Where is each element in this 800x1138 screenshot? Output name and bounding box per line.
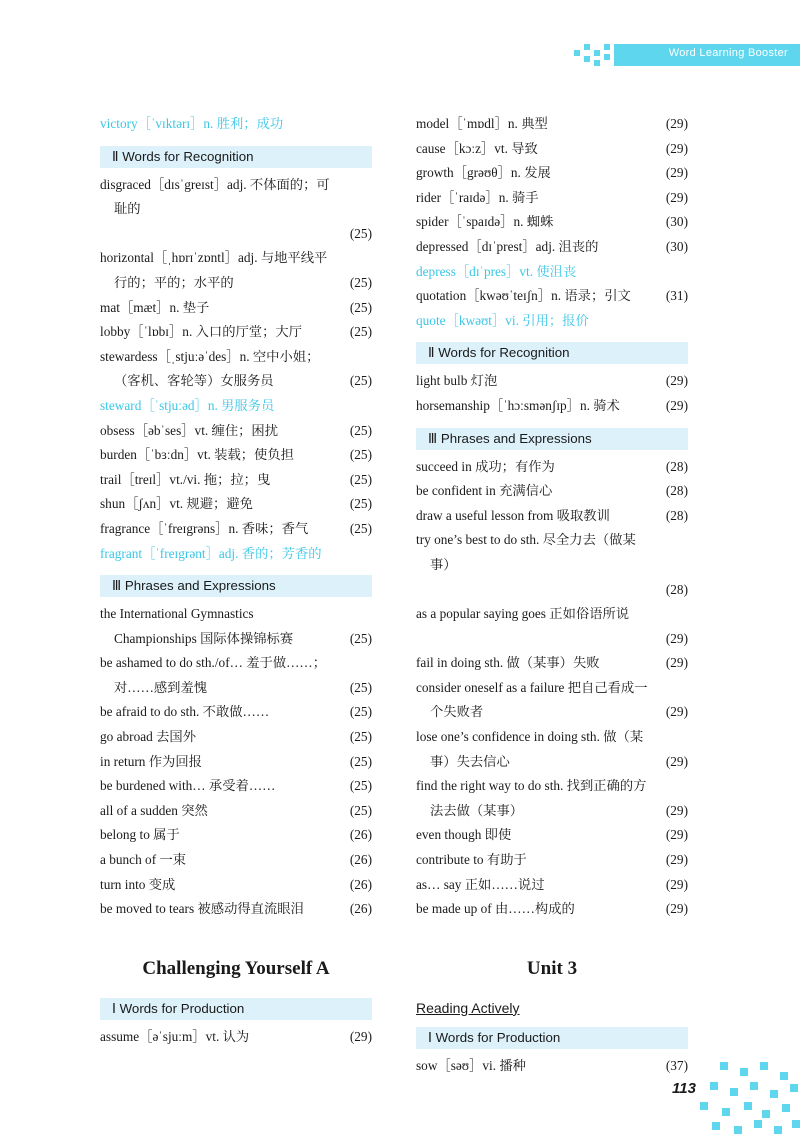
- vocab-entry: [416, 1054, 688, 1079]
- entry-page-ref: (29): [665, 753, 688, 769]
- vocab-entry: [100, 320, 372, 345]
- entry-page-ref: (26): [349, 827, 372, 843]
- entry-text: fail in doing sth. 做（某事）失败: [416, 655, 600, 671]
- entry-text: be burdened with… 承受着……: [100, 778, 276, 794]
- entry-text: assume［əˈsjuːm］vt. 认为: [100, 1028, 250, 1044]
- entry-page-ref: (25): [349, 520, 372, 536]
- vocab-entry: [416, 260, 688, 285]
- page-number: 113: [672, 1080, 696, 1097]
- entry-page-ref: (25): [349, 299, 372, 315]
- vocab-entry: [100, 419, 372, 444]
- section-header: Ⅲ Phrases and Expressions: [416, 428, 688, 450]
- entry-text: turn into 变成: [100, 876, 176, 892]
- banner-label: Word Learning Booster: [668, 47, 788, 59]
- vocab-entry: [100, 799, 372, 824]
- vocab-entry: [100, 1025, 372, 1050]
- entry-page-ref: (28): [665, 581, 688, 597]
- vocab-entry: [100, 542, 372, 567]
- entry-text: the International Gymnastics Championships 国际体操锦标赛: [100, 606, 294, 646]
- vocab-entry: [100, 492, 372, 517]
- entry-text: be moved to tears 被感动得直流眼泪: [100, 901, 304, 917]
- entry-text: light bulb 灯泡: [416, 373, 498, 389]
- section-header: Ⅰ Words for Production: [100, 998, 372, 1020]
- entry-page-ref: (28): [665, 507, 688, 523]
- entry-page-ref: (29): [665, 876, 688, 892]
- entry-page-ref: (25): [349, 496, 372, 512]
- entry-text: mat［mæt］n. 垫子: [100, 299, 210, 315]
- entry-text: model［ˈmɒdl］n. 典型: [416, 116, 548, 131]
- vocab-entry: [100, 112, 372, 137]
- vocab-entry: [100, 750, 372, 775]
- entry-text: cause［kɔːz］vt. 导致: [416, 140, 538, 156]
- entry-page-ref: (25): [349, 471, 372, 487]
- entry-page-ref: (25): [349, 729, 372, 745]
- entry-page-ref: (29): [665, 704, 688, 720]
- vocab-entry: [416, 210, 688, 235]
- vocab-entry: [100, 468, 372, 493]
- vocab-entry: [416, 394, 688, 419]
- entry-page-ref: (25): [349, 225, 372, 241]
- entry-text: quotation［kwəʊˈteɪʃn］n. 语录；引文: [416, 288, 631, 304]
- entry-text: quote［kwəʊt］vi. 引用；报价: [416, 312, 589, 328]
- entry-page-ref: (25): [349, 802, 372, 818]
- vocab-entry: [100, 517, 372, 542]
- header-banner: [574, 44, 800, 66]
- vocab-entry: [416, 479, 688, 504]
- entry-page-ref: (29): [665, 827, 688, 843]
- entry-page-ref: (29): [349, 1028, 372, 1044]
- entry-text: in return 作为回报: [100, 753, 202, 769]
- entry-text: depress［dɪˈpres］vt. 使沮丧: [416, 263, 577, 279]
- entry-page-ref: (29): [665, 373, 688, 389]
- entry-text: succeed in 成功；有作为: [416, 458, 555, 474]
- vocab-entry: [100, 296, 372, 321]
- vocab-entry: [100, 873, 372, 898]
- entry-text: belong to 属于: [100, 827, 180, 843]
- vocab-entry: [100, 345, 372, 394]
- entry-text: victory［ˈvɪktərɪ］n. 胜利；成功: [100, 116, 284, 131]
- vocab-entry: [416, 528, 688, 602]
- entry-page-ref: (26): [349, 901, 372, 917]
- entry-text: be ashamed to do sth./of… 羞于做……；对……感到羞愧: [100, 655, 327, 695]
- vocab-entry: [416, 848, 688, 873]
- entry-page-ref: (30): [665, 238, 688, 254]
- section-header: Ⅰ Words for Production: [416, 1027, 688, 1049]
- entry-page-ref: (29): [665, 116, 688, 131]
- entry-text: horsemanship［ˈhɔːsmənʃɪp］n. 骑术: [416, 397, 620, 413]
- entry-text: disgraced［dɪsˈgreɪst］adj. 不体面的；可耻的: [100, 176, 330, 217]
- vocab-entry: [416, 651, 688, 676]
- entry-text: as… say 正如……说过: [416, 876, 545, 892]
- vocab-entry: [416, 186, 688, 211]
- entry-text: depressed［dɪˈprest］adj. 沮丧的: [416, 238, 599, 254]
- entry-page-ref: (31): [665, 288, 688, 304]
- vocab-entry: [416, 455, 688, 480]
- vocab-entry: [416, 676, 688, 725]
- section-header: Ⅱ Words for Recognition: [416, 342, 688, 364]
- vocab-entry: [100, 246, 372, 295]
- entry-text: rider［ˈraɪdə］n. 骑手: [416, 189, 539, 205]
- entry-text: lobby［ˈlɒbɪ］n. 入口的厅堂；大厅: [100, 324, 302, 340]
- entry-page-ref: (26): [349, 852, 372, 868]
- entry-text: lose one’s confidence in doing sth. 做（某事）失去信心: [416, 729, 644, 769]
- entry-text: steward［ˈstjuːəd］n. 男服务员: [100, 397, 275, 413]
- entry-page-ref: (29): [665, 189, 688, 205]
- entry-page-ref: (28): [665, 458, 688, 474]
- vocab-entry: [100, 173, 372, 247]
- entry-page-ref: (29): [665, 802, 688, 818]
- entry-page-ref: (29): [665, 852, 688, 868]
- entry-text: as a popular saying goes 正如俗语所说: [416, 606, 630, 622]
- vocab-entry: [416, 309, 688, 334]
- entry-text: fragrant［ˈfreɪgrənt］adj. 香的；芳香的: [100, 545, 322, 561]
- entry-text: contribute to 有助于: [416, 852, 527, 868]
- unit-title: Unit 3: [526, 957, 578, 979]
- vocab-entry: [100, 651, 372, 700]
- entry-text: spider［ˈspaɪdə］n. 蜘蛛: [416, 214, 554, 230]
- entry-text: horizontal［ˌhɒrɪˈzɒntl］adj. 与地平线平行的；平的；水平的: [100, 250, 328, 290]
- entry-page-ref: (25): [349, 274, 372, 290]
- entry-page-ref: (25): [349, 679, 372, 695]
- vocab-entry: [416, 897, 688, 922]
- entry-page-ref: (37): [665, 1057, 688, 1073]
- vocab-entry: [100, 700, 372, 725]
- vocab-entry: [416, 235, 688, 260]
- entry-text: fragrance［ˈfreɪgrəns］n. 香味；香气: [100, 520, 309, 536]
- entry-text: go abroad 去国外: [100, 729, 197, 745]
- entry-page-ref: (25): [349, 704, 372, 720]
- entry-text: be afraid to do sth. 不敢做……: [100, 704, 270, 720]
- entry-text: a bunch of 一束: [100, 852, 187, 868]
- section-header: Ⅱ Words for Recognition: [100, 146, 372, 168]
- vocab-entry: [100, 443, 372, 468]
- corner-decoration: [700, 1062, 800, 1138]
- entry-page-ref: (29): [665, 901, 688, 917]
- unit-title: Challenging Yourself A: [142, 957, 330, 979]
- entry-text: growth［grəʊθ］n. 发展: [416, 165, 551, 181]
- vocab-entry: [100, 897, 372, 922]
- vocab-entry: [416, 774, 688, 823]
- vocab-entry: [416, 873, 688, 898]
- entry-text: trail［treɪl］vt./vi. 拖；拉；曳: [100, 471, 271, 487]
- entry-text: sow［səʊ］vi. 播种: [416, 1057, 526, 1073]
- entry-page-ref: (25): [349, 753, 372, 769]
- vocab-entry: [416, 504, 688, 529]
- entry-page-ref: (30): [665, 214, 688, 230]
- entry-text: even though 即使: [416, 827, 512, 843]
- entry-text: shun［ʃʌn］vt. 规避；避免: [100, 496, 253, 512]
- entry-page-ref: (26): [349, 876, 372, 892]
- vocab-entry: [416, 137, 688, 162]
- vocab-entry: [416, 161, 688, 186]
- vocab-entry: [100, 774, 372, 799]
- entry-page-ref: (29): [665, 397, 688, 413]
- entry-page-ref: (29): [665, 165, 688, 181]
- entry-text: consider oneself as a failure 把自己看成一个失败者: [416, 679, 648, 720]
- vocab-entry: [416, 284, 688, 309]
- entry-page-ref: (28): [665, 483, 688, 499]
- entry-page-ref: (25): [349, 778, 372, 794]
- vocab-entry: [100, 394, 372, 419]
- entry-page-ref: (25): [349, 447, 372, 463]
- vocab-entry: [100, 725, 372, 750]
- entry-page-ref: (25): [349, 630, 372, 646]
- entry-page-ref: (29): [665, 630, 688, 646]
- entry-page-ref: (25): [349, 324, 372, 340]
- entry-text: all of a sudden 突然: [100, 802, 208, 818]
- section-header: Ⅲ Phrases and Expressions: [100, 575, 372, 597]
- vocab-entry: [100, 602, 372, 651]
- vocab-entry: [416, 369, 688, 394]
- vocab-entry: [416, 112, 688, 137]
- entry-text: draw a useful lesson from 吸取教训: [416, 507, 610, 523]
- entry-text: try one’s best to do sth. 尽全力去（做某事）: [416, 532, 636, 572]
- vocab-entry: [416, 725, 688, 774]
- entry-text: burden［ˈbɜːdn］vt. 装载；使负担: [100, 447, 294, 463]
- right-column: [416, 112, 688, 1078]
- entry-text: be confident in 充满信心: [416, 483, 553, 499]
- sub-title: Reading Actively: [416, 999, 520, 1016]
- entry-text: be made up of 由……构成的: [416, 901, 575, 917]
- entry-text: stewardess［ˌstjuːəˈdes］n. 空中小姐；（客机、客轮等）女服务员: [100, 348, 320, 389]
- vocab-entry: [416, 602, 688, 651]
- vocab-entry: [416, 823, 688, 848]
- entry-text: find the right way to do sth. 找到正确的方法去做（某事）: [416, 778, 647, 818]
- vocab-entry: [100, 823, 372, 848]
- left-column: [100, 112, 372, 1049]
- entry-page-ref: (29): [665, 655, 688, 671]
- entry-page-ref: (29): [665, 140, 688, 156]
- entry-page-ref: (25): [349, 422, 372, 438]
- vocab-entry: [100, 848, 372, 873]
- entry-page-ref: (25): [349, 373, 372, 389]
- entry-text: obsess［əbˈses］vt. 缠住；困扰: [100, 422, 279, 438]
